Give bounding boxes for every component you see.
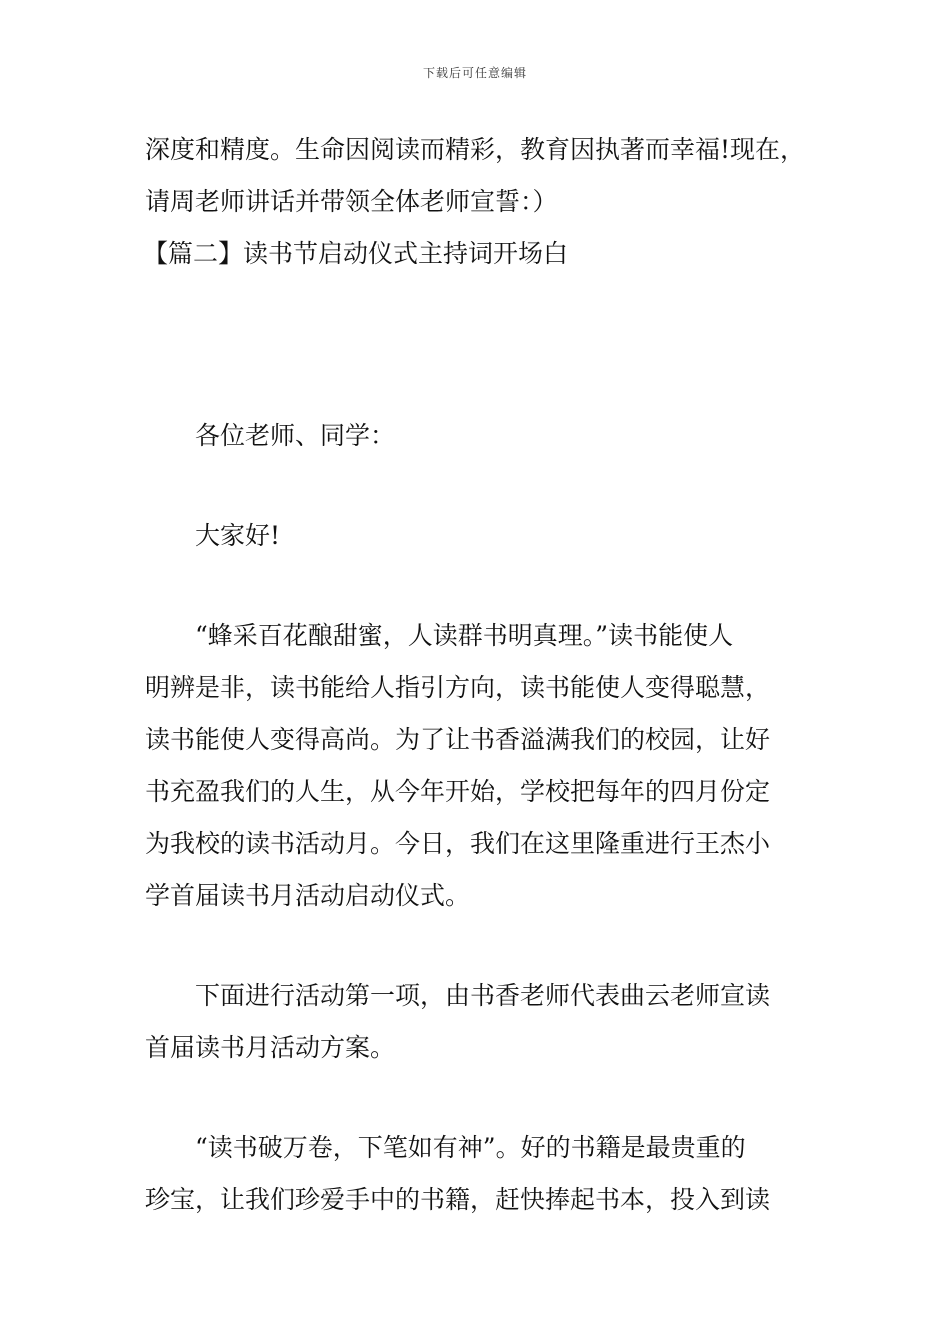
intro-line-1: 深度和精度。生命因阅读而精彩，教育因执著而幸福!现在， — [145, 135, 806, 164]
paragraph-2-line: 首届读书月活动方案。 — [145, 1033, 396, 1062]
spacer — [145, 562, 825, 610]
paragraph-2 — [145, 970, 825, 1074]
paragraph-1-line: 读书能使人变得高尚。为了让书香溢满我们的校园，让好 — [145, 725, 771, 754]
paragraph-1 — [145, 610, 825, 922]
spacer — [145, 280, 825, 410]
spacer — [145, 922, 825, 970]
spacer — [145, 462, 825, 510]
section-heading: 【篇二】读书节启动仪式主持词开场白 — [143, 239, 569, 268]
salutation: 大家好! — [195, 521, 281, 550]
spacer — [145, 1074, 825, 1122]
paragraph-3-line: “读书破万卷，下笔如有神”。好的书籍是最贵重的 — [195, 1133, 746, 1162]
paragraph-2-line: 下面进行活动第一项，由书香老师代表曲云老师宣读 — [195, 981, 771, 1010]
paragraph-1-line: 书充盈我们的人生，从今年开始，学校把每年的四月份定 — [145, 777, 771, 806]
paragraph-1-line: 学首届读书月活动启动仪式。 — [145, 881, 471, 910]
paragraph-1-line: 明辨是非，读书能给人指引方向，读书能使人变得聪慧， — [145, 673, 771, 702]
paragraph-1-line: “蜂采百花酿甜蜜，人读群书明真理。”读书能使人 — [195, 621, 734, 650]
paragraph-3-line: 珍宝，让我们珍爱手中的书籍，赶快捧起书本，投入到读 — [145, 1185, 771, 1214]
page-header-note: 下载后可任意编辑 — [422, 66, 527, 80]
paragraph-3 — [145, 1122, 825, 1226]
intro-line-2: 请周老师讲话并带领全体老师宣誓：） — [145, 187, 558, 216]
paragraph-1-line: 为我校的读书活动月。今日，我们在这里隆重进行王杰小 — [145, 829, 771, 858]
document-body — [145, 124, 825, 1226]
greeting: 各位老师、同学： — [195, 421, 396, 450]
